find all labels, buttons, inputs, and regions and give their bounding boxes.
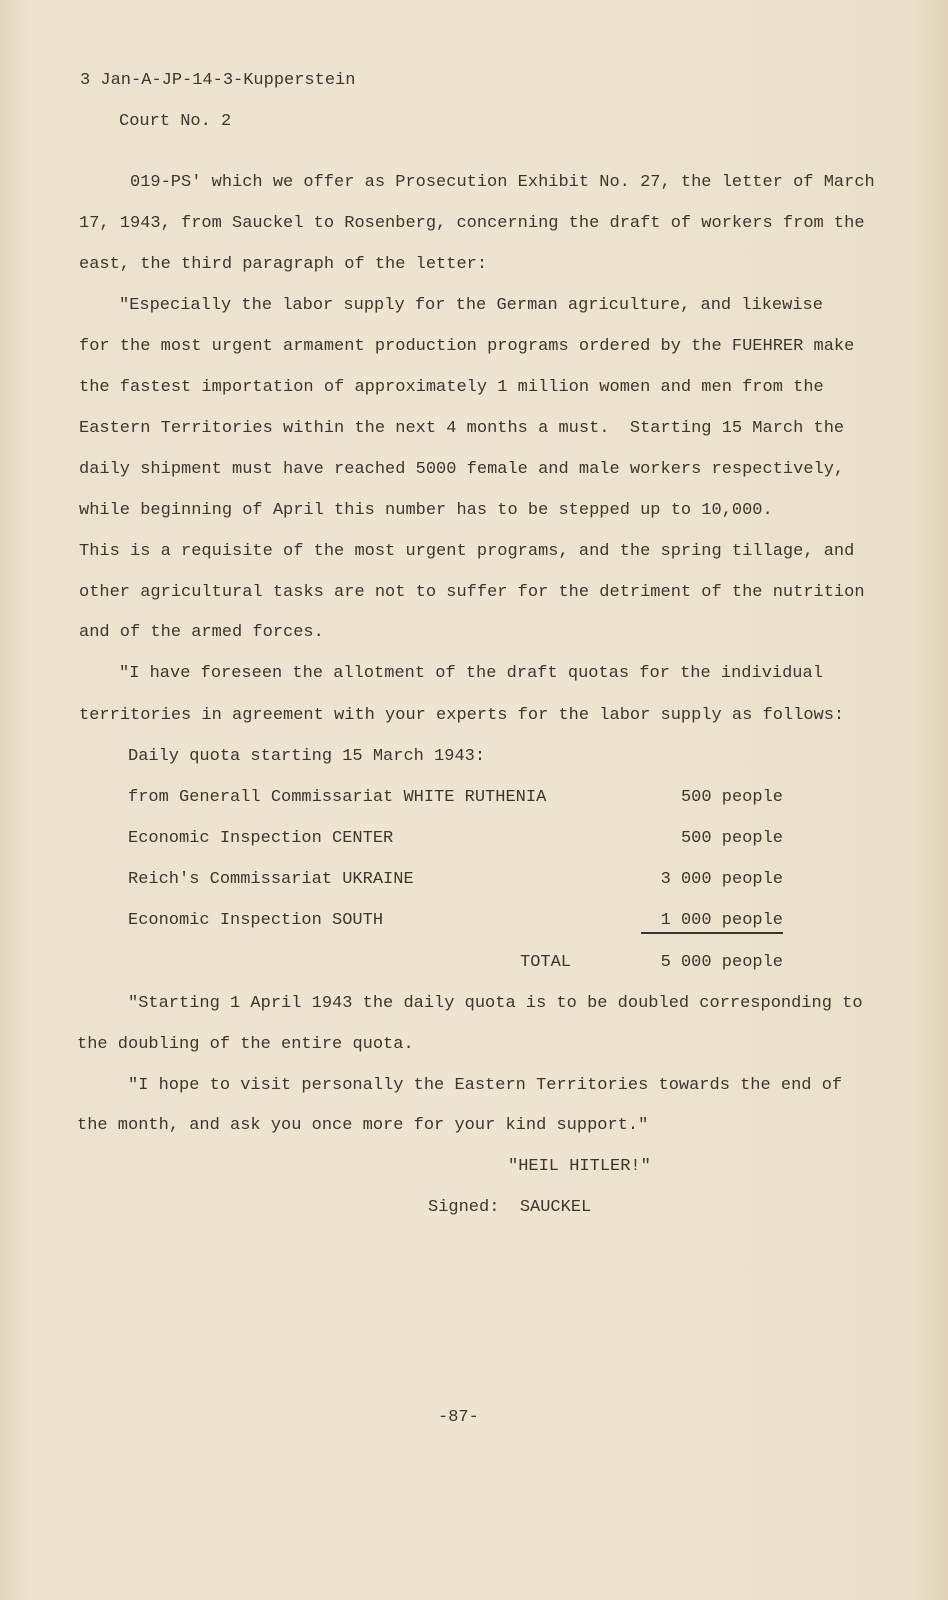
text-line: the doubling of the entire quota. — [77, 1035, 414, 1054]
quota-row-value: 3 000 people — [660, 870, 783, 889]
text-line: "I hope to visit personally the Eastern Territories towards the end of — [128, 1076, 843, 1095]
text-line: for the most urgent armament production programs ordered by the FUEHRER make — [79, 337, 855, 356]
text-line: other agricultural tasks are not to suffer for the detriment of the nutrition — [79, 583, 865, 602]
quota-row-label: Reich's Commissariat UKRAINE — [128, 870, 414, 889]
court-number: Court No. 2 — [119, 112, 232, 131]
quota-row-value: 1 000 people — [641, 911, 783, 934]
text-line: This is a requisite of the most urgent programs, and the spring tillage, and — [79, 542, 855, 561]
text-line: "I have foreseen the allotment of the draft quotas for the individual — [119, 664, 823, 683]
document-reference: 3 Jan-A-JP-14-3-Kupperstein — [80, 71, 356, 90]
text-line: the fastest importation of approximately 1 million women and men from the — [79, 378, 824, 397]
quota-total-label: TOTAL — [520, 953, 572, 972]
text-line: "Starting 1 April 1943 the daily quota is to be doubled corresponding to — [128, 994, 863, 1013]
quota-row-label: from Generall Commissariat WHITE RUTHENIA — [128, 788, 547, 807]
text-line: east, the third paragraph of the letter: — [79, 255, 488, 274]
quota-row-label: Economic Inspection CENTER — [128, 829, 394, 848]
quota-row-label: Economic Inspection SOUTH — [128, 911, 384, 930]
quota-total-value: 5 000 people — [660, 953, 783, 972]
page-number: -87- — [438, 1408, 479, 1427]
text-line: Eastern Territories within the next 4 months a must. Starting 15 March the — [79, 419, 845, 438]
text-line: 019-PS' which we offer as Prosecution Exhibit No. 27, the letter of March — [130, 173, 875, 192]
text-line: daily shipment must have reached 5000 female and male workers respectively, — [79, 460, 845, 479]
text-line: 17, 1943, from Sauckel to Rosenberg, concerning the draft of workers from the — [79, 214, 865, 233]
quota-title: Daily quota starting 15 March 1943: — [128, 747, 486, 766]
text-line: territories in agreement with your experts for the labor supply as follows: — [79, 706, 845, 725]
text-line: while beginning of April this number has to be stepped up to 10,000. — [79, 501, 773, 520]
text-line: and of the armed forces. — [79, 623, 324, 642]
signature: Signed: SAUCKEL — [428, 1198, 592, 1217]
salutation: "HEIL HITLER!" — [508, 1157, 651, 1176]
quota-row-value: 500 people — [680, 829, 783, 848]
text-line: the month, and ask you once more for your kind support." — [77, 1116, 649, 1135]
quota-row-value: 500 people — [680, 788, 783, 807]
text-line: "Especially the labor supply for the German agriculture, and likewise — [119, 296, 823, 315]
